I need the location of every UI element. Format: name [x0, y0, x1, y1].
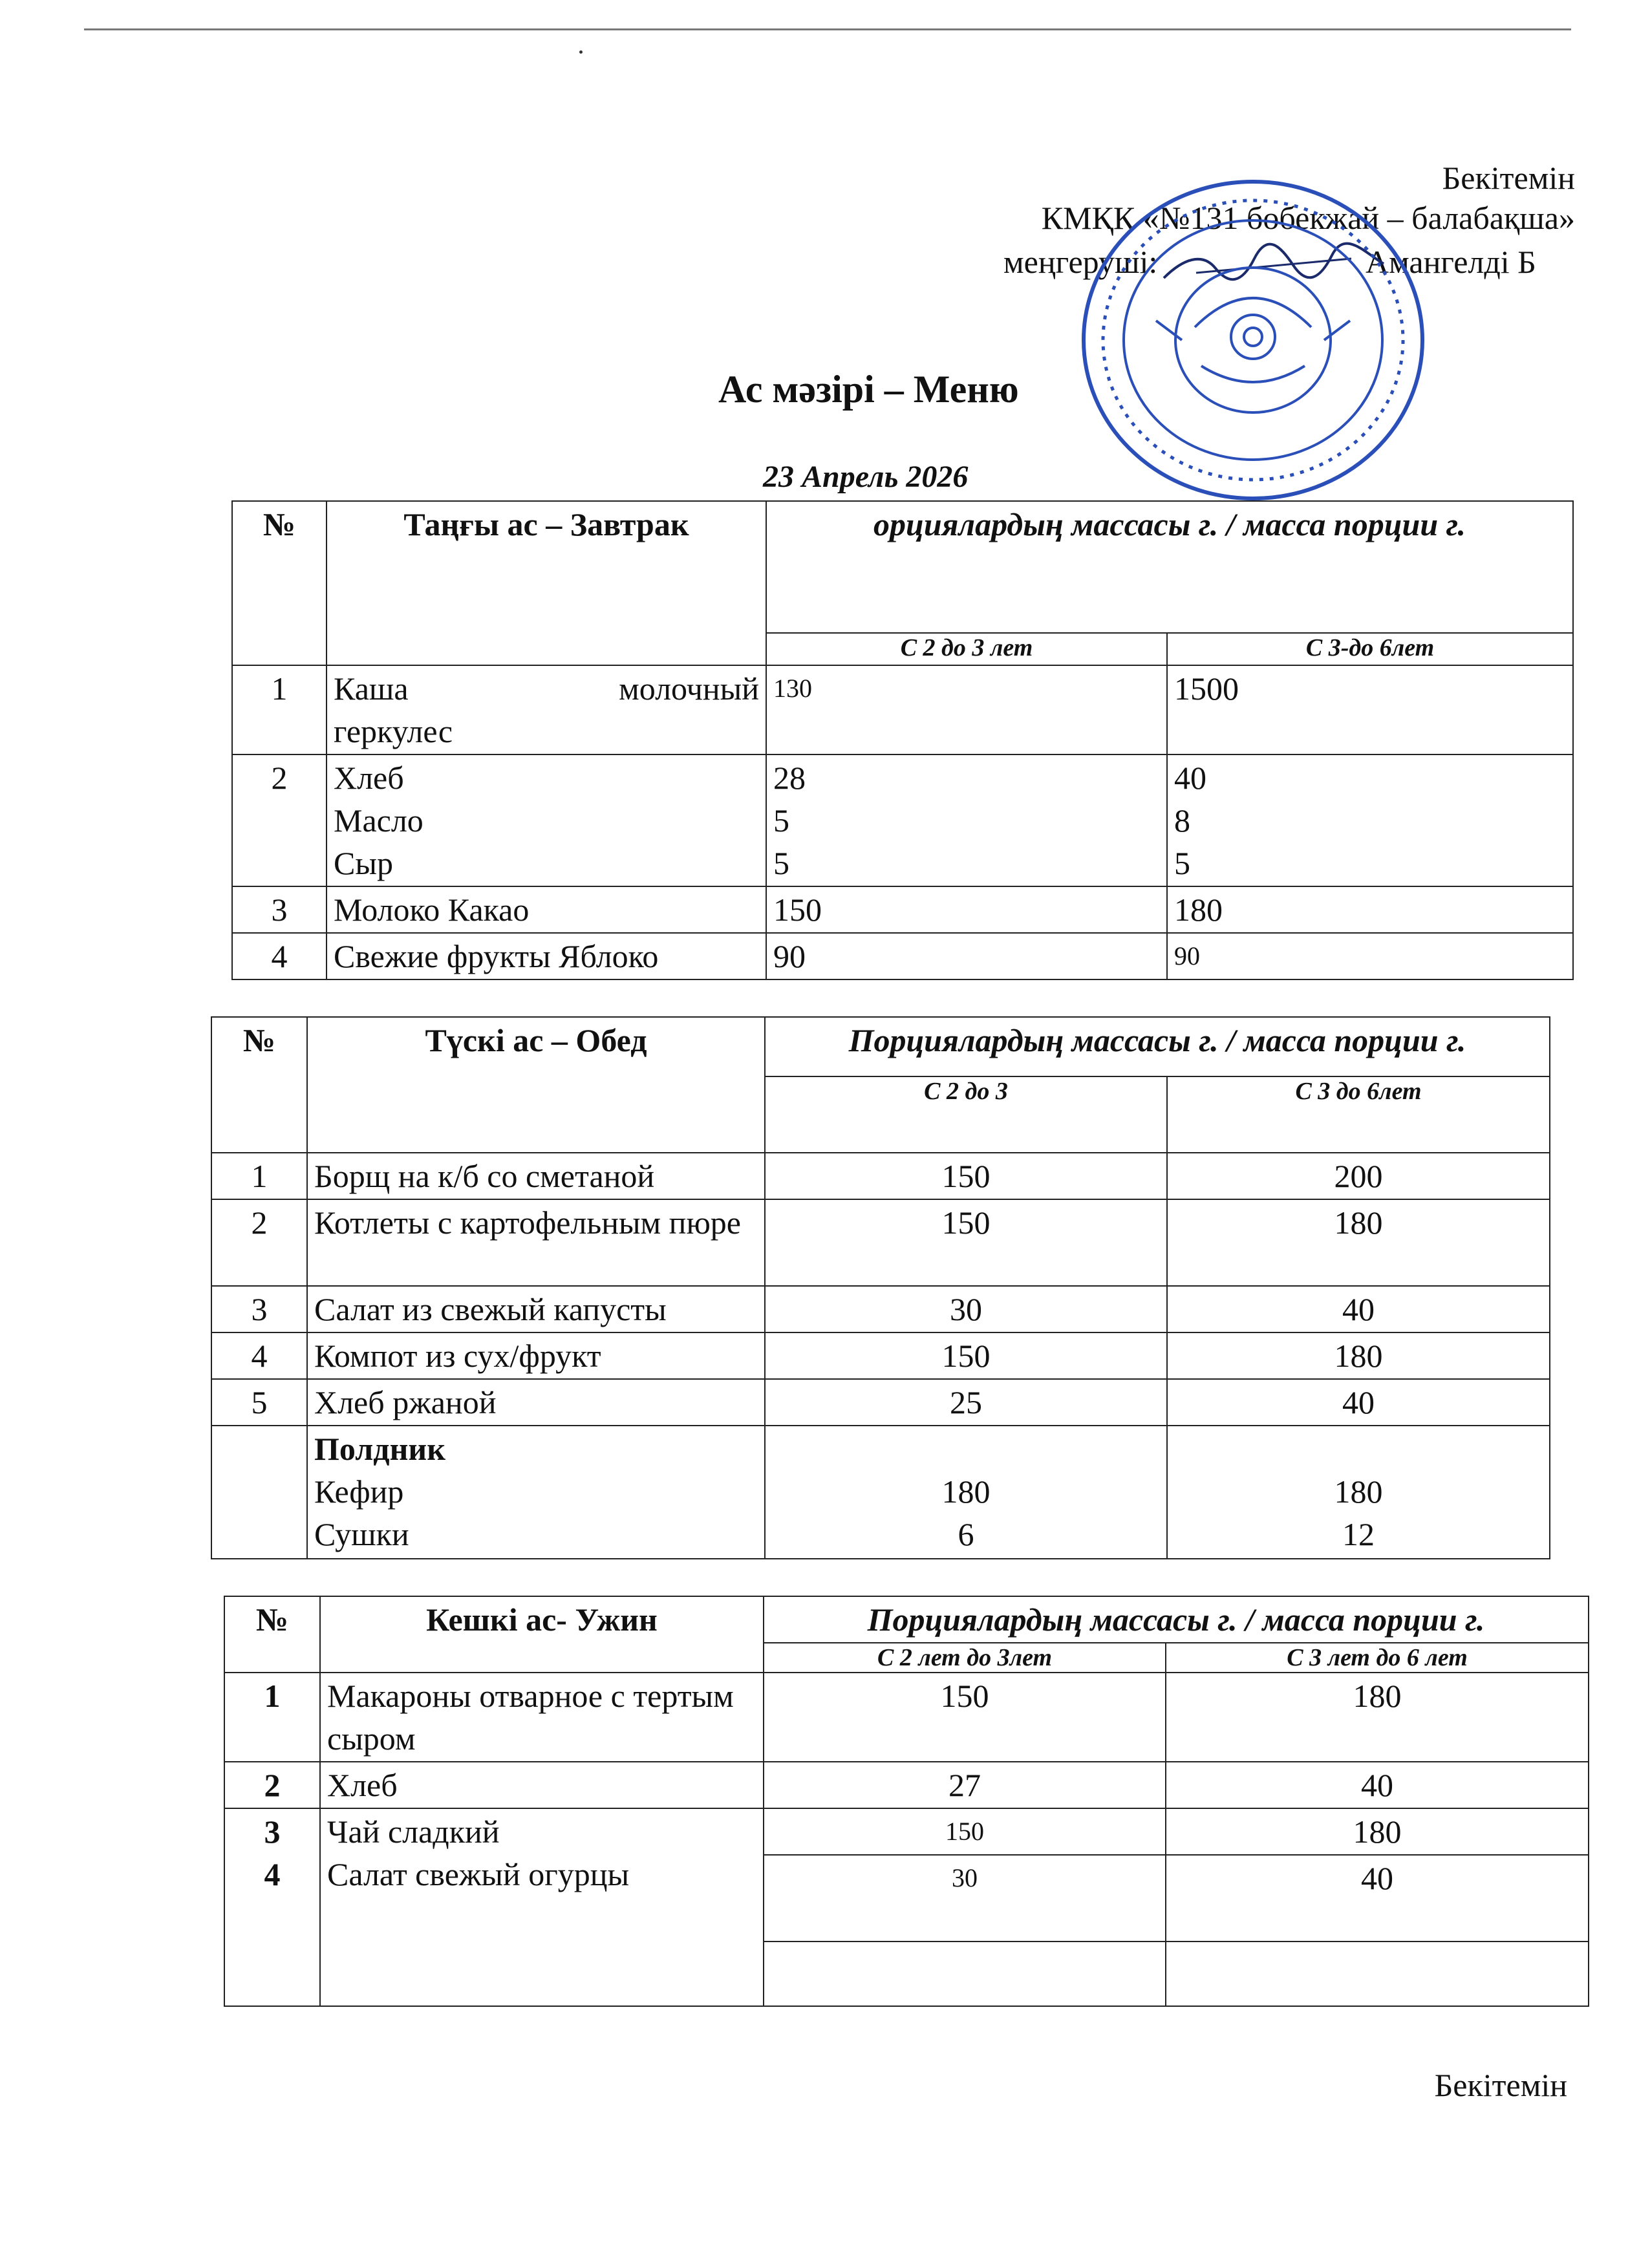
- col-meal-header: Түскі ас – Обед: [307, 1017, 765, 1153]
- row-number: [224, 1808, 320, 2006]
- portion-age-2: 200: [1167, 1153, 1550, 1199]
- dish-name: Компот из сух/фрукт: [307, 1332, 765, 1379]
- dish-name: [307, 1426, 765, 1559]
- row-number-value: 3: [264, 1813, 281, 1850]
- portion-value: 28: [773, 760, 806, 796]
- row-number: 3: [211, 1286, 307, 1332]
- portion-age-1: 30: [764, 1855, 1166, 1942]
- col-number-header: №: [211, 1017, 307, 1153]
- age-group-1: С 2 до 3: [765, 1076, 1167, 1153]
- portion-value: 5: [773, 845, 789, 881]
- table-row: [224, 1762, 1589, 1808]
- scan-speck: [579, 50, 583, 54]
- portion-age-2: 180: [1167, 1199, 1550, 1286]
- dish-name: [327, 754, 766, 886]
- snack-heading: Полдник: [314, 1431, 446, 1467]
- dish-item: Масло: [334, 802, 423, 839]
- portion-age-1: 150: [765, 1199, 1167, 1286]
- portion-age-1: 130: [766, 665, 1167, 754]
- portion-age-2: [1167, 1426, 1550, 1559]
- col-mass-header: Порциялардың массасы г. / масса порции г.: [764, 1596, 1589, 1643]
- dish-name: Молоко Какао: [327, 886, 766, 933]
- table-row: [224, 1673, 1589, 1762]
- portion-age-2: 40: [1167, 1379, 1550, 1426]
- table-row: [211, 1199, 1550, 1286]
- portion-age-1: 150: [764, 1673, 1166, 1762]
- dish-name: Хлеб ржаной: [307, 1379, 765, 1426]
- table-row: [232, 886, 1573, 933]
- portion-age-1: 150: [766, 886, 1167, 933]
- lunch-table: [211, 1016, 1550, 1559]
- manager-label: меңгеруші:: [1003, 244, 1158, 280]
- col-number-header: №: [224, 1596, 320, 1673]
- col-number-header: №: [232, 501, 327, 665]
- portion-age-2: 180: [1167, 886, 1573, 933]
- organization-name: КМҚК «№131 бөбекжай – балабақша»: [1041, 200, 1575, 236]
- portion-age-1: 90: [766, 933, 1167, 979]
- row-number: 2: [232, 754, 327, 886]
- table-row: [211, 1153, 1550, 1199]
- dish-item: Хлеб: [334, 760, 404, 796]
- row-number: 5: [211, 1379, 307, 1426]
- table-row: [232, 933, 1573, 979]
- row-number: 1: [211, 1153, 307, 1199]
- table-row: [211, 1332, 1550, 1379]
- dish-item: Чай сладкий: [327, 1813, 500, 1850]
- dish-name: Хлеб: [320, 1762, 764, 1808]
- col-meal-header: Кешкі ас- Ужин: [320, 1596, 764, 1673]
- approval-word: Бекітемін: [1442, 160, 1575, 196]
- row-number: 4: [211, 1332, 307, 1379]
- dish-name: [327, 665, 766, 754]
- portion-value: 5: [773, 802, 789, 839]
- row-number: 2: [211, 1199, 307, 1286]
- portion-age-2: 90: [1167, 933, 1573, 979]
- dish-name: Свежие фрукты Яблоко: [327, 933, 766, 979]
- row-number: 1: [224, 1673, 320, 1762]
- dish-name-part: молочный: [619, 670, 759, 707]
- dish-name: Салат из свежый капусты: [307, 1286, 765, 1332]
- age-group-1: С 2 до 3 лет: [766, 633, 1167, 665]
- portion-age-1: [765, 1426, 1167, 1559]
- portion-value: 8: [1174, 802, 1190, 839]
- table-row: [224, 1808, 1589, 1855]
- col-mass-header: Порциялардың массасы г. / масса порции г.: [765, 1017, 1550, 1076]
- portion-value: 12: [1342, 1516, 1375, 1552]
- portion-age-1: 25: [765, 1379, 1167, 1426]
- dinner-table: [224, 1596, 1589, 2007]
- scan-top-line: [84, 28, 1571, 30]
- age-group-1: С 2 лет до 3лет: [764, 1643, 1166, 1673]
- breakfast-table: [231, 500, 1574, 980]
- portion-value: 40: [1174, 760, 1206, 796]
- lunch-header-row: [211, 1017, 1550, 1076]
- row-number: 3: [232, 886, 327, 933]
- portion-age-2: [1167, 754, 1573, 886]
- snack-row: [211, 1426, 1550, 1559]
- dish-item: Сыр: [334, 845, 393, 881]
- portion-age-1: 150: [765, 1332, 1167, 1379]
- page-title: Ас мәзірі – Меню: [718, 368, 1019, 411]
- portion-age-2: 40: [1166, 1855, 1589, 1942]
- table-row: [211, 1379, 1550, 1426]
- age-group-2: С 3 лет до 6 лет: [1166, 1643, 1589, 1673]
- portion-age-2: 180: [1166, 1808, 1589, 1855]
- portion-value: 180: [1334, 1473, 1383, 1510]
- portion-value: 5: [1174, 845, 1190, 881]
- dinner-header-row: [224, 1596, 1589, 1643]
- dish-name: [320, 1808, 764, 2006]
- portion-age-2: 40: [1166, 1762, 1589, 1808]
- portion-value: 6: [958, 1516, 974, 1552]
- dish-name: Борщ на к/б со сметаной: [307, 1153, 765, 1199]
- dish-name: Макароны отварное с тертым сыром: [320, 1673, 764, 1762]
- table-row: [232, 754, 1573, 886]
- portion-value: 180: [941, 1473, 991, 1510]
- table-row: [211, 1286, 1550, 1332]
- portion-age-2: 180: [1166, 1673, 1589, 1762]
- menu-date: 23 Апрель 2026: [763, 460, 969, 494]
- age-group-2: С 3 до 6лет: [1167, 1076, 1550, 1153]
- row-number: 4: [232, 933, 327, 979]
- dish-name-part: геркулес: [334, 713, 453, 749]
- official-stamp: [1072, 172, 1434, 508]
- dish-item: Кефир: [314, 1473, 404, 1510]
- row-number: 1: [232, 665, 327, 754]
- age-group-2: С 3-до 6лет: [1167, 633, 1573, 665]
- empty-cell: [1166, 1942, 1589, 2006]
- breakfast-header-row: [232, 501, 1573, 633]
- portion-age-1: 27: [764, 1762, 1166, 1808]
- portion-age-1: 30: [765, 1286, 1167, 1332]
- portion-age-1: 150: [764, 1808, 1166, 1855]
- manager-name: Амангелді Б: [1366, 244, 1536, 280]
- portion-age-1: [766, 754, 1167, 886]
- portion-age-2: 40: [1167, 1286, 1550, 1332]
- dish-item: Сушки: [314, 1516, 409, 1552]
- row-number: [211, 1426, 307, 1559]
- row-number: 2: [224, 1762, 320, 1808]
- col-mass-header: орциялардың массасы г. / масса порции г.: [766, 501, 1573, 633]
- dish-name: Котлеты с картофельным пюре: [307, 1199, 765, 1286]
- row-number-value: 4: [264, 1856, 281, 1892]
- col-meal-header: Таңғы ас – Завтрак: [327, 501, 766, 665]
- portion-age-1: 150: [765, 1153, 1167, 1199]
- footer-approval-word: Бекітемін: [1434, 2067, 1567, 2103]
- dish-name-part: Каша: [334, 670, 409, 707]
- table-row: [232, 665, 1573, 754]
- empty-cell: [764, 1942, 1166, 2006]
- dish-item: Салат свежый огурцы: [327, 1856, 630, 1892]
- portion-age-2: 180: [1167, 1332, 1550, 1379]
- portion-age-2: 1500: [1167, 665, 1573, 754]
